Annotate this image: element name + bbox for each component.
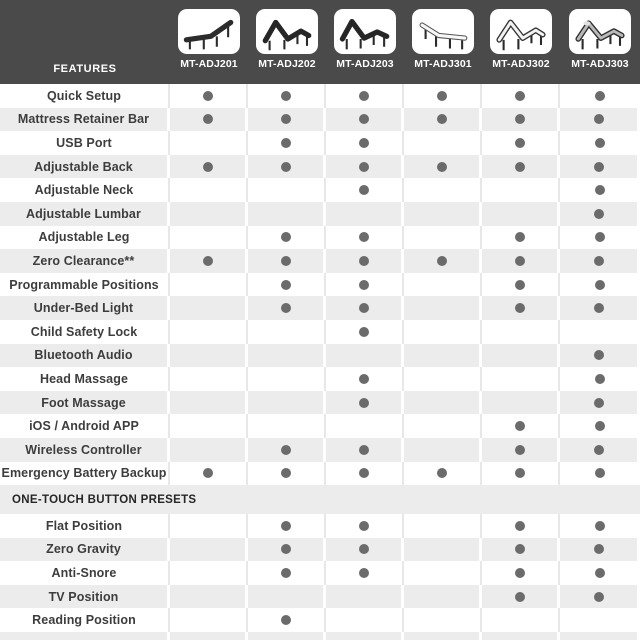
feature-included-dot <box>595 185 605 195</box>
feature-label: Bluetooth Audio <box>0 344 170 368</box>
feature-value-cell <box>248 249 326 273</box>
feature-row <box>0 131 640 155</box>
feature-included-dot <box>594 114 604 124</box>
feature-value-cell <box>170 538 248 562</box>
feature-value-cell <box>248 178 326 202</box>
feature-included-dot <box>359 468 369 478</box>
feature-included-dot <box>515 91 525 101</box>
feature-included-dot <box>281 91 291 101</box>
feature-value-cell <box>482 608 560 632</box>
feature-value-cell <box>404 249 482 273</box>
feature-value-cell <box>560 608 640 632</box>
feature-included-dot <box>203 256 213 266</box>
feature-value-cell <box>404 344 482 368</box>
feature-value-cell <box>482 367 560 391</box>
feature-included-dot <box>281 280 291 290</box>
feature-value-cell <box>560 585 640 609</box>
feature-value-cell <box>326 414 404 438</box>
feature-value-cell <box>326 273 404 297</box>
feature-value-cell <box>248 538 326 562</box>
feature-value-cell <box>248 585 326 609</box>
feature-value-cell <box>248 367 326 391</box>
feature-included-dot <box>515 421 525 431</box>
feature-included-dot <box>203 114 213 124</box>
feature-included-dot <box>359 280 369 290</box>
feature-row <box>0 414 640 438</box>
feature-value-cell <box>248 414 326 438</box>
feature-included-dot <box>359 91 369 101</box>
feature-included-dot <box>359 521 369 531</box>
feature-included-dot <box>437 162 447 172</box>
feature-included-dot <box>359 162 369 172</box>
feature-included-dot <box>203 468 213 478</box>
feature-label: Adjustable Leg <box>0 226 170 250</box>
feature-included-dot <box>594 398 604 408</box>
bed-headfoot-dark2-icon <box>337 12 393 52</box>
feature-value-cell <box>248 296 326 320</box>
feature-value-cell <box>170 155 248 179</box>
feature-row <box>0 202 640 226</box>
feature-included-dot <box>359 256 369 266</box>
feature-included-dot <box>515 568 525 578</box>
feature-row <box>0 538 640 562</box>
product-model-label: MT-ADJ303 <box>571 58 629 70</box>
product-model-label: MT-ADJ201 <box>180 58 238 70</box>
feature-value-cell <box>560 561 640 585</box>
feature-included-dot <box>281 521 291 531</box>
feature-included-dot <box>359 544 369 554</box>
product-image-tile <box>490 9 552 54</box>
feature-value-cell <box>170 414 248 438</box>
feature-value-cell <box>248 226 326 250</box>
feature-value-cell <box>326 632 404 640</box>
feature-value-cell <box>404 226 482 250</box>
feature-value-cell <box>326 108 404 132</box>
feature-label: Anti-Snore <box>0 561 170 585</box>
feature-value-cell <box>482 296 560 320</box>
feature-included-dot <box>595 138 605 148</box>
feature-value-cell <box>482 249 560 273</box>
feature-value-cell <box>404 367 482 391</box>
feature-value-cell <box>170 84 248 108</box>
feature-value-cell <box>482 391 560 415</box>
feature-value-cell <box>248 608 326 632</box>
feature-included-dot <box>594 256 604 266</box>
feature-value-cell <box>326 585 404 609</box>
feature-value-cell <box>326 561 404 585</box>
feature-value-cell <box>482 585 560 609</box>
product-column <box>248 0 326 84</box>
feature-value-cell <box>170 585 248 609</box>
product-image-tile <box>412 9 474 54</box>
feature-label: Programmable Positions <box>0 273 170 297</box>
feature-label: Foot Massage <box>0 391 170 415</box>
feature-value-cell <box>248 632 326 640</box>
feature-value-cell <box>482 226 560 250</box>
feature-included-dot <box>515 114 525 124</box>
feature-value-cell <box>248 273 326 297</box>
feature-included-dot <box>281 114 291 124</box>
feature-value-cell <box>248 344 326 368</box>
feature-value-cell <box>482 108 560 132</box>
feature-included-dot <box>359 185 369 195</box>
feature-included-dot <box>359 114 369 124</box>
feature-value-cell <box>170 320 248 344</box>
feature-value-cell <box>482 414 560 438</box>
feature-included-dot <box>515 445 525 455</box>
feature-label: Reading Position <box>0 608 170 632</box>
feature-included-dot <box>203 91 213 101</box>
bed-headfoot-light-icon <box>493 12 549 52</box>
feature-value-cell <box>248 155 326 179</box>
feature-value-cell <box>560 155 640 179</box>
feature-value-cell <box>404 84 482 108</box>
feature-included-dot <box>515 544 525 554</box>
feature-included-dot <box>595 280 605 290</box>
feature-row <box>0 226 640 250</box>
product-column <box>170 0 248 84</box>
feature-value-cell <box>560 202 640 226</box>
feature-included-dot <box>594 209 604 219</box>
feature-value-cell <box>404 320 482 344</box>
feature-included-dot <box>437 91 447 101</box>
feature-included-dot <box>359 303 369 313</box>
feature-row <box>0 249 640 273</box>
feature-included-dot <box>515 232 525 242</box>
feature-value-cell <box>326 155 404 179</box>
product-model-label: MT-ADJ301 <box>414 58 472 70</box>
product-columns <box>170 0 640 84</box>
feature-label: Adjustable Neck <box>0 178 170 202</box>
feature-value-cell <box>170 108 248 132</box>
feature-row <box>0 273 640 297</box>
feature-value-cell <box>560 108 640 132</box>
feature-value-cell <box>482 84 560 108</box>
feature-included-dot <box>203 162 213 172</box>
feature-value-cell <box>482 131 560 155</box>
feature-value-cell <box>248 320 326 344</box>
feature-value-cell <box>248 84 326 108</box>
feature-label: Child Safety Lock <box>0 320 170 344</box>
feature-value-cell <box>560 632 640 640</box>
feature-value-cell <box>170 202 248 226</box>
feature-included-dot <box>281 544 291 554</box>
feature-row <box>0 155 640 179</box>
feature-value-cell <box>404 514 482 538</box>
partial-bottom-row <box>0 632 640 640</box>
feature-included-dot <box>595 521 605 531</box>
feature-value-cell <box>170 131 248 155</box>
feature-row <box>0 108 640 132</box>
product-image-tile <box>334 9 396 54</box>
feature-row <box>0 178 640 202</box>
feature-value-cell <box>248 108 326 132</box>
feature-value-cell <box>248 514 326 538</box>
feature-value-cell <box>170 273 248 297</box>
feature-row <box>0 585 640 609</box>
bed-incline-light-icon <box>415 12 471 52</box>
product-column <box>404 0 482 84</box>
feature-label: Head Massage <box>0 367 170 391</box>
feature-value-cell <box>482 155 560 179</box>
feature-included-dot <box>359 568 369 578</box>
feature-value-cell <box>326 84 404 108</box>
features-column-header: FEATURES <box>53 63 117 75</box>
feature-included-dot <box>595 91 605 101</box>
feature-value-cell <box>560 320 640 344</box>
section-header-row <box>0 485 640 514</box>
feature-included-dot <box>594 544 604 554</box>
feature-value-cell <box>404 561 482 585</box>
feature-included-dot <box>515 592 525 602</box>
feature-value-cell <box>326 344 404 368</box>
bed-headfoot-dark-icon <box>259 12 315 52</box>
feature-value-cell <box>326 202 404 226</box>
feature-included-dot <box>359 327 369 337</box>
feature-label: TV Position <box>0 585 170 609</box>
feature-row <box>0 561 640 585</box>
feature-value-cell <box>404 296 482 320</box>
feature-label: Under-Bed Light <box>0 296 170 320</box>
feature-included-dot <box>281 138 291 148</box>
feature-value-cell <box>482 538 560 562</box>
feature-included-dot <box>281 568 291 578</box>
feature-value-cell <box>326 462 404 486</box>
feature-included-dot <box>281 445 291 455</box>
feature-value-cell <box>326 249 404 273</box>
feature-included-dot <box>515 162 525 172</box>
product-model-label: MT-ADJ203 <box>336 58 394 70</box>
feature-label: Adjustable Back <box>0 155 170 179</box>
feature-row <box>0 438 640 462</box>
feature-value-cell <box>326 608 404 632</box>
feature-included-dot <box>595 568 605 578</box>
feature-included-dot <box>594 162 604 172</box>
feature-value-cell <box>560 249 640 273</box>
feature-row <box>0 608 640 632</box>
feature-value-cell <box>482 462 560 486</box>
feature-label: Zero Clearance** <box>0 249 170 273</box>
feature-value-cell <box>248 391 326 415</box>
feature-rows <box>0 84 640 640</box>
feature-value-cell <box>482 273 560 297</box>
section-title: ONE-TOUCH BUTTON PRESETS <box>12 493 197 506</box>
feature-value-cell <box>248 462 326 486</box>
feature-value-cell <box>170 561 248 585</box>
feature-included-dot <box>359 398 369 408</box>
feature-included-dot <box>281 468 291 478</box>
table-header <box>0 0 640 84</box>
feature-included-dot <box>594 350 604 360</box>
feature-value-cell <box>170 178 248 202</box>
feature-value-cell <box>560 367 640 391</box>
feature-included-dot <box>515 303 525 313</box>
feature-included-dot <box>595 232 605 242</box>
feature-included-dot <box>515 138 525 148</box>
feature-value-cell <box>404 131 482 155</box>
feature-label: USB Port <box>0 131 170 155</box>
feature-value-cell <box>560 462 640 486</box>
feature-value-cell <box>326 131 404 155</box>
feature-value-cell <box>170 514 248 538</box>
feature-row <box>0 367 640 391</box>
feature-included-dot <box>281 303 291 313</box>
feature-value-cell <box>482 344 560 368</box>
feature-value-cell <box>560 131 640 155</box>
feature-included-dot <box>359 374 369 384</box>
product-image-tile <box>569 9 631 54</box>
feature-row <box>0 84 640 108</box>
feature-value-cell <box>326 178 404 202</box>
feature-value-cell <box>170 608 248 632</box>
feature-included-dot <box>437 256 447 266</box>
feature-row <box>0 391 640 415</box>
bed-incline-dark-icon <box>181 12 237 52</box>
feature-value-cell <box>560 391 640 415</box>
feature-value-cell <box>404 155 482 179</box>
feature-value-cell <box>326 438 404 462</box>
feature-label: Zero Gravity <box>0 538 170 562</box>
feature-value-cell <box>326 296 404 320</box>
feature-value-cell <box>170 367 248 391</box>
feature-value-cell <box>404 632 482 640</box>
feature-value-cell <box>404 391 482 415</box>
product-column <box>326 0 404 84</box>
feature-value-cell <box>404 178 482 202</box>
feature-included-dot <box>595 421 605 431</box>
feature-value-cell <box>404 462 482 486</box>
feature-included-dot <box>595 374 605 384</box>
feature-row <box>0 320 640 344</box>
feature-value-cell <box>560 178 640 202</box>
feature-value-cell <box>404 202 482 226</box>
feature-included-dot <box>437 468 447 478</box>
product-model-label: MT-ADJ302 <box>492 58 550 70</box>
feature-value-cell <box>482 561 560 585</box>
feature-included-dot <box>595 468 605 478</box>
feature-value-cell <box>0 632 170 640</box>
feature-value-cell <box>482 320 560 344</box>
feature-label: iOS / Android APP <box>0 414 170 438</box>
feature-value-cell <box>404 273 482 297</box>
feature-included-dot <box>359 138 369 148</box>
feature-included-dot <box>359 232 369 242</box>
feature-included-dot <box>594 445 604 455</box>
feature-value-cell <box>326 226 404 250</box>
feature-row <box>0 514 640 538</box>
feature-value-cell <box>170 462 248 486</box>
feature-label: Adjustable Lumbar <box>0 202 170 226</box>
feature-value-cell <box>326 367 404 391</box>
feature-value-cell <box>170 438 248 462</box>
feature-value-cell <box>482 514 560 538</box>
feature-included-dot <box>281 256 291 266</box>
feature-value-cell <box>482 438 560 462</box>
feature-label: Quick Setup <box>0 84 170 108</box>
feature-label: Mattress Retainer Bar <box>0 108 170 132</box>
feature-value-cell <box>170 226 248 250</box>
feature-value-cell <box>248 438 326 462</box>
feature-value-cell <box>170 391 248 415</box>
product-model-label: MT-ADJ202 <box>258 58 316 70</box>
feature-row <box>0 462 640 486</box>
bed-headfoot-gray-icon <box>572 12 628 52</box>
feature-value-cell <box>404 438 482 462</box>
feature-value-cell <box>560 226 640 250</box>
feature-included-dot <box>359 445 369 455</box>
feature-value-cell <box>404 538 482 562</box>
feature-value-cell <box>482 202 560 226</box>
product-image-tile <box>256 9 318 54</box>
feature-value-cell <box>560 538 640 562</box>
feature-included-dot <box>515 521 525 531</box>
feature-value-cell <box>170 249 248 273</box>
feature-value-cell <box>560 414 640 438</box>
feature-value-cell <box>404 585 482 609</box>
feature-value-cell <box>482 178 560 202</box>
feature-label: Flat Position <box>0 514 170 538</box>
feature-value-cell <box>170 632 248 640</box>
feature-value-cell <box>326 320 404 344</box>
feature-included-dot <box>281 615 291 625</box>
feature-value-cell <box>560 438 640 462</box>
product-column <box>482 0 560 84</box>
feature-row <box>0 296 640 320</box>
feature-value-cell <box>404 108 482 132</box>
feature-value-cell <box>560 296 640 320</box>
feature-label: Wireless Controller <box>0 438 170 462</box>
feature-included-dot <box>515 280 525 290</box>
feature-included-dot <box>281 162 291 172</box>
product-column <box>560 0 640 84</box>
feature-included-dot <box>281 232 291 242</box>
feature-included-dot <box>594 303 604 313</box>
feature-value-cell <box>404 608 482 632</box>
feature-included-dot <box>515 256 525 266</box>
feature-value-cell <box>326 514 404 538</box>
feature-value-cell <box>560 273 640 297</box>
feature-value-cell <box>560 344 640 368</box>
feature-value-cell <box>170 344 248 368</box>
feature-included-dot <box>437 114 447 124</box>
feature-row <box>0 344 640 368</box>
feature-included-dot <box>515 468 525 478</box>
feature-value-cell <box>560 84 640 108</box>
feature-value-cell <box>326 538 404 562</box>
feature-value-cell <box>404 414 482 438</box>
feature-value-cell <box>560 514 640 538</box>
feature-value-cell <box>326 391 404 415</box>
feature-included-dot <box>594 592 604 602</box>
feature-value-cell <box>248 561 326 585</box>
feature-label: Emergency Battery Backup <box>0 462 170 486</box>
feature-value-cell <box>482 632 560 640</box>
feature-value-cell <box>170 296 248 320</box>
feature-value-cell <box>248 131 326 155</box>
product-image-tile <box>178 9 240 54</box>
feature-value-cell <box>248 202 326 226</box>
